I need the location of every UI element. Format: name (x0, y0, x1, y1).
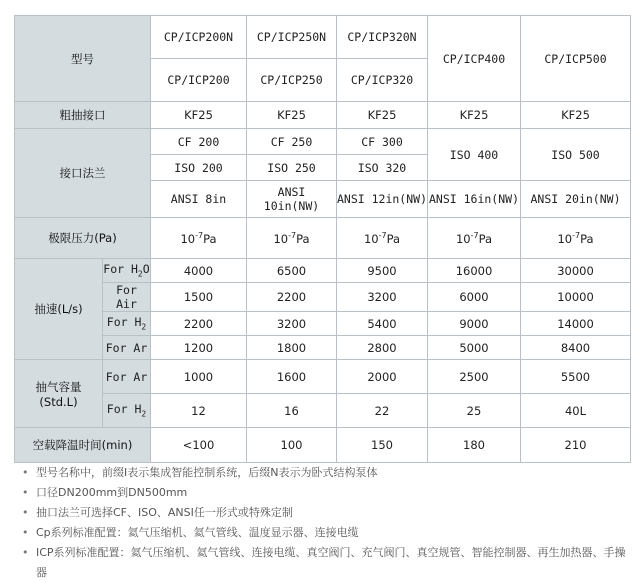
speed-cell: 6500 (247, 259, 337, 283)
notes-list (22, 463, 628, 583)
speed-cell: 2200 (247, 283, 337, 312)
flange-ansi-cell: ANSI 20in(NW) (521, 181, 631, 218)
model-cell: CP/ICP320 (337, 59, 428, 102)
ultimate-pressure-cell (247, 218, 337, 259)
spec-table-wrapper (14, 15, 630, 463)
flange-iso-cell: ISO 320 (337, 155, 428, 181)
speed-cell: 9000 (428, 312, 521, 336)
speed-cell: 10000 (521, 283, 631, 312)
speed-cell: 1200 (151, 336, 247, 360)
rough-port-cell: KF25 (521, 102, 631, 129)
flange-iso-cell: ISO 250 (247, 155, 337, 181)
flange-cf-cell: CF 200 (151, 129, 247, 155)
flange-ansi-cell: ANSI 16in(NW) (428, 181, 521, 218)
ultimate-exponent: -7 (195, 230, 204, 240)
ultimate-unit: Pa (478, 231, 493, 246)
spec-table (14, 15, 631, 463)
ultimate-base: 10 (180, 231, 196, 246)
model-cell: CP/ICP250N (247, 16, 337, 59)
rough-port-label: 粗抽接口 (15, 102, 151, 129)
capacity-cell: 40L (521, 394, 631, 428)
ultimate-unit: Pa (296, 231, 310, 246)
gas-label: For Air (103, 283, 151, 312)
speed-cell: 6000 (428, 283, 521, 312)
model-cell: CP/ICP200N (151, 16, 247, 59)
ultimate-pressure-cell (151, 218, 247, 259)
capacity-label: 抽气容量 (Std.L) (15, 360, 103, 428)
pumping-speed-label: 抽速(L/s) (15, 259, 103, 360)
speed-cell: 2800 (337, 336, 428, 360)
speed-cell: 5000 (428, 336, 521, 360)
ultimate-pressure-cell (521, 218, 631, 259)
speed-cell: 1500 (151, 283, 247, 312)
flange-iso-cell: ISO 500 (521, 129, 631, 181)
cooldown-label: 空载降温时间(min) (15, 428, 151, 463)
speed-cell: 1800 (247, 336, 337, 360)
note-item: • ICP系列标准配置：氦气压缩机、氦气管线、连接电缆、真空阀门、充气阀门、真空规管、智能控制器、再生加热器、手操器 (22, 543, 628, 583)
speed-cell: 2200 (151, 312, 247, 336)
capacity-cell: 22 (337, 394, 428, 428)
capacity-cell: 16 (247, 394, 337, 428)
model-cell: CP/ICP200 (151, 59, 247, 102)
flange-ansi-cell: ANSI 8in (151, 181, 247, 218)
cooldown-cell: 100 (247, 428, 337, 463)
capacity-cell: 1600 (247, 360, 337, 394)
cooldown-cell: 150 (337, 428, 428, 463)
cooldown-cell: 180 (428, 428, 521, 463)
flange-iso-cell: ISO 200 (151, 155, 247, 181)
rough-port-cell: KF25 (151, 102, 247, 129)
rough-port-cell: KF25 (247, 102, 337, 129)
capacity-cell: 1000 (151, 360, 247, 394)
ultimate-pressure-cell (337, 218, 428, 259)
flange-label: 接口法兰 (15, 129, 151, 218)
cooldown-cell: 210 (521, 428, 631, 463)
speed-cell: 30000 (521, 259, 631, 283)
note-item: • 型号名称中，前缀I表示集成智能控制系统，后缀N表示为卧式结构泵体 (22, 463, 628, 483)
cooldown-cell: <100 (151, 428, 247, 463)
flange-iso-cell: ISO 400 (428, 129, 521, 181)
speed-cell: 3200 (337, 283, 428, 312)
ultimate-unit: Pa (203, 231, 217, 246)
gas-label: For Ar (103, 336, 151, 360)
capacity-cell: 12 (151, 394, 247, 428)
ultimate-base: 10 (363, 231, 379, 246)
gas-label: For $H_2$ (103, 312, 151, 336)
ultimate-unit: Pa (386, 231, 401, 246)
capacity-cell: 25 (428, 394, 521, 428)
rough-port-cell: KF25 (428, 102, 521, 129)
model-cell: CP/ICP500 (521, 16, 631, 102)
gas-label: For $H_2O$ (103, 259, 151, 283)
ultimate-pressure-cell (428, 218, 521, 259)
ultimate-base: 10 (273, 231, 289, 246)
speed-cell: 8400 (521, 336, 631, 360)
ultimate-unit: Pa (580, 231, 594, 246)
ultimate-base: 10 (557, 231, 573, 246)
note-item: • 抽口法兰可选择CF、ISO、ANSI任一形式或特殊定制 (22, 503, 628, 523)
gas-label: For $H_2$ (103, 394, 151, 428)
ultimate-pressure-label: 极限压力(Pa) (15, 218, 151, 259)
capacity-cell: 5500 (521, 360, 631, 394)
note-item: • Cp系列标准配置：氦气压缩机、氦气管线、温度显示器、连接电缆 (22, 523, 628, 543)
flange-cf-cell: CF 300 (337, 129, 428, 155)
capacity-cell: 2000 (337, 360, 428, 394)
ultimate-exponent: -7 (572, 230, 581, 240)
gas-label: For Ar (103, 360, 151, 394)
ultimate-base: 10 (455, 231, 471, 246)
flange-ansi-cell: ANSI 12in(NW) (337, 181, 428, 218)
model-label: 型号 (15, 16, 151, 102)
speed-cell: 3200 (247, 312, 337, 336)
note-item: • 口径DN200mm到DN500mm (22, 483, 628, 503)
ultimate-exponent: -7 (470, 230, 479, 240)
rough-port-cell: KF25 (337, 102, 428, 129)
speed-cell: 5400 (337, 312, 428, 336)
capacity-cell: 2500 (428, 360, 521, 394)
flange-cf-cell: CF 250 (247, 129, 337, 155)
model-cell: CP/ICP250 (247, 59, 337, 102)
model-cell: CP/ICP320N (337, 16, 428, 59)
speed-cell: 16000 (428, 259, 521, 283)
model-cell: CP/ICP400 (428, 16, 521, 102)
flange-ansi-cell: ANSI 10in(NW) (247, 181, 337, 218)
speed-cell: 4000 (151, 259, 247, 283)
ultimate-exponent: -7 (378, 230, 387, 240)
ultimate-exponent: -7 (288, 230, 297, 240)
speed-cell: 9500 (337, 259, 428, 283)
speed-cell: 14000 (521, 312, 631, 336)
